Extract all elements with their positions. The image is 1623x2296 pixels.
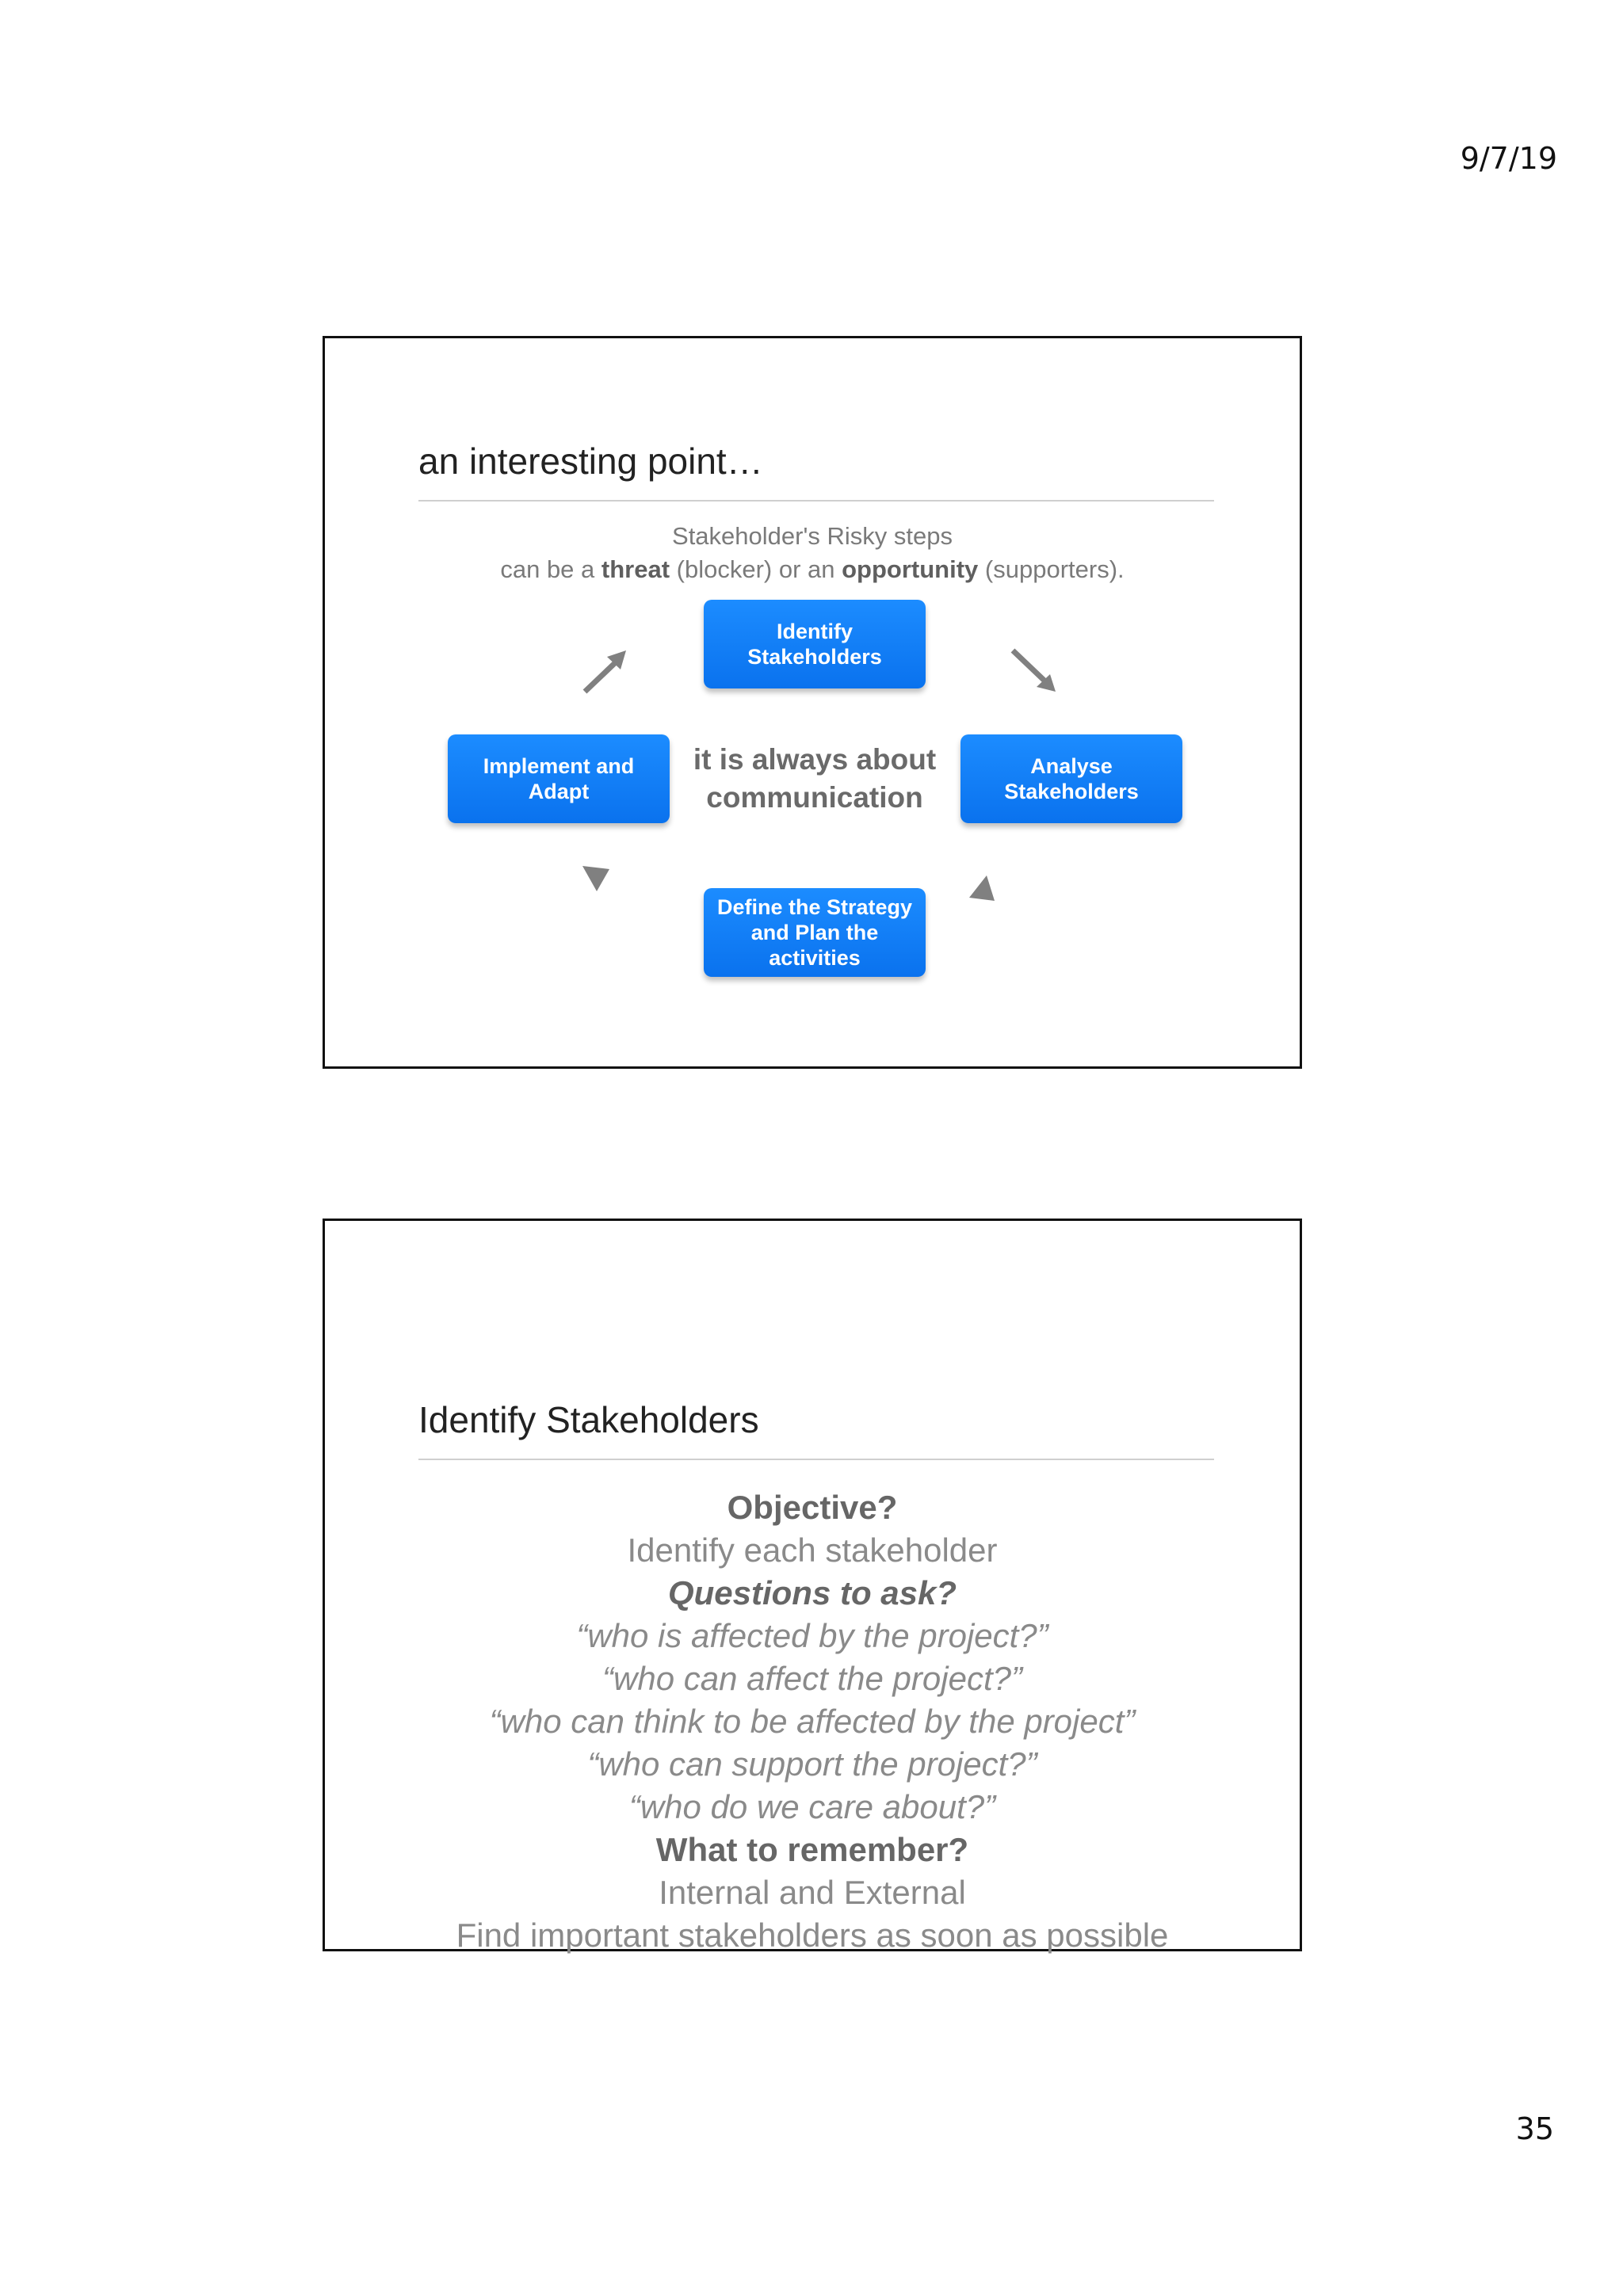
objective-text: Identify each stakeholder	[627, 1531, 998, 1569]
slide-title: an interesting point…	[418, 441, 763, 482]
node-identify-stakeholders: Identify Stakeholders	[704, 600, 926, 688]
node-define-strategy: Define the Strategy and Plan the activities	[704, 888, 926, 977]
remember-item: Internal and External	[659, 1874, 966, 1911]
subtitle-text: can be a	[500, 555, 601, 583]
question-item: “who is affected by the project?”	[576, 1617, 1048, 1654]
subtitle-line: Stakeholder's Risky steps	[672, 522, 953, 550]
page-number: 35	[1515, 2111, 1554, 2146]
subtitle-opportunity: opportunity	[842, 555, 979, 583]
slide-interesting-point	[323, 336, 1302, 1069]
question-item: “who can affect the project?”	[602, 1660, 1022, 1697]
remember-heading: What to remember?	[655, 1831, 969, 1868]
subtitle-text: (blocker) or an	[670, 555, 842, 583]
arrow-up-right-icon	[577, 643, 640, 706]
slide-title: Identify Stakeholders	[418, 1399, 759, 1440]
question-item: “who do we care about?”	[628, 1788, 996, 1825]
subtitle-line	[325, 555, 1300, 584]
node-analyse-stakeholders: Analyse Stakeholders	[960, 734, 1182, 823]
remember-item: Find important stakeholders as soon as possible	[456, 1917, 1169, 1954]
question-item: “who can think to be affected by the project”	[489, 1703, 1136, 1740]
cycle-center-text: it is always about communication	[693, 743, 937, 814]
header-date: 9/7/19	[1460, 141, 1557, 176]
title-divider	[418, 500, 1214, 502]
arrow-triangle-icon	[576, 858, 616, 898]
node-implement-adapt: Implement and Adapt	[448, 734, 670, 823]
arrow-triangle-icon	[963, 869, 1002, 909]
arrow-down-right-icon	[1006, 641, 1070, 704]
question-item: “who can support the project?”	[587, 1745, 1037, 1783]
objective-heading: Objective?	[727, 1489, 898, 1526]
subtitle-threat: threat	[601, 555, 670, 583]
subtitle-text: (supporters).	[978, 555, 1125, 583]
questions-heading: Questions to ask?	[667, 1574, 957, 1611]
slide-identify-stakeholders	[323, 1219, 1302, 1954]
title-divider	[418, 1459, 1214, 1460]
slide-body	[325, 1486, 1300, 1957]
